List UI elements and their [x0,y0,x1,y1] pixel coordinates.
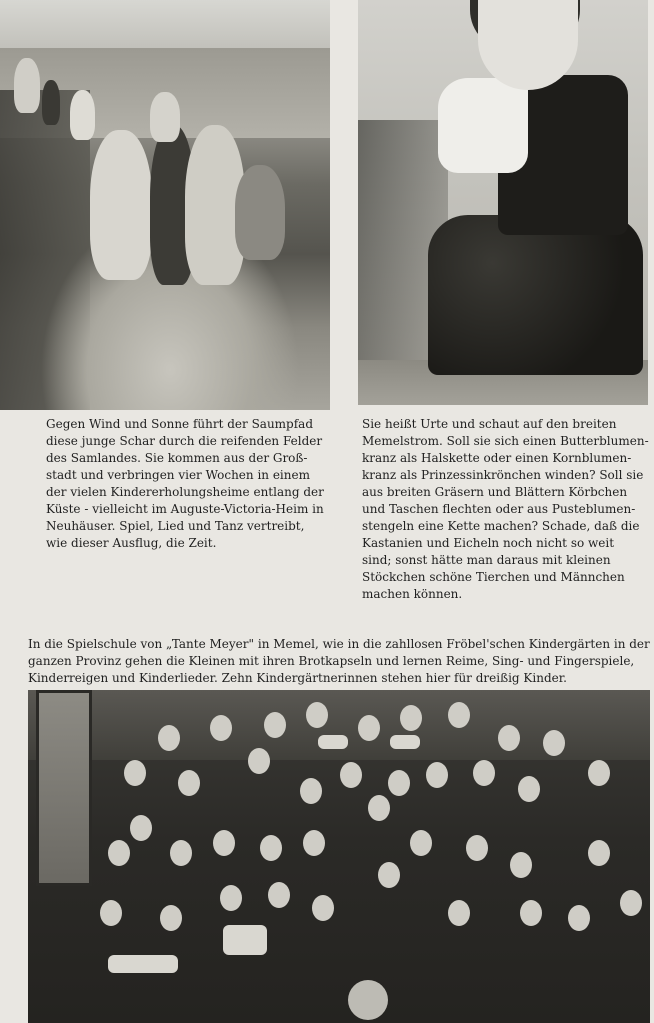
photo-blouse [438,78,528,173]
photo-person [510,852,532,878]
photo-person [300,778,322,804]
photo-person [588,760,610,786]
photo-person [588,840,610,866]
photo-person [306,702,328,728]
photo-person [178,770,200,796]
caption-line: kranz als Prinzessinkrönchen winden? Soll sie [362,468,644,482]
photo-person [130,815,152,841]
photo-person [340,762,362,788]
photo-person [388,770,410,796]
photo-person [410,830,432,856]
caption-line: ganzen Provinz gehen die Kleinen mit ihren Brotkapseln und lernen Reime, Sing- und Fingerspiele, [28,654,635,668]
photo-sky [0,0,330,48]
photo-person [108,840,130,866]
caption-line: stengeln eine Kette machen? Schade, daß die [362,519,640,533]
caption-line: kranz als Halskette oder einen Kornblumen- [362,451,632,465]
photo-person [124,760,146,786]
photo-child [90,130,152,280]
photo-person [312,895,334,921]
caption-right [362,416,654,603]
photo-person [448,900,470,926]
photo-person [170,840,192,866]
photo-person [466,835,488,861]
photo-child [235,165,285,260]
caption-line: Kastanien und Eicheln noch nicht so weit [362,536,615,550]
photo-skirt [428,215,643,375]
caption-line: sind; sonst hätte man daraus mit kleinen [362,553,611,567]
photo-person [473,760,495,786]
photo-person [210,715,232,741]
photo-person [378,862,400,888]
photo-person [568,905,590,931]
photo-person [518,776,540,802]
photo-collar [223,925,267,955]
caption-line: des Samlandes. Sie kommen aus der Groß- [46,451,308,465]
photo-person [426,762,448,788]
photo-children-on-field-path [0,0,330,410]
photo-person [303,830,325,856]
caption-line: Stöckchen schöne Tierchen und Männchen [362,570,625,584]
photo-child [42,80,60,125]
photo-person [158,725,180,751]
photo-girl-urte [358,0,648,405]
caption-line: Kinderreigen und Kinderlieder. Zehn Kindergärtnerinnen stehen hier für dreißig Kinder. [28,671,567,685]
photo-child [150,92,180,142]
photo-person [400,705,422,731]
caption-line: In die Spielschule von „Tante Meyer" in Memel, wie in die zahllosen Fröbel'schen Kindergärten in der [28,637,650,651]
photo-person [543,730,565,756]
photo-person [358,715,380,741]
photo-collar [108,955,178,973]
photo-person [160,905,182,931]
caption-line: Küste - vielleicht im Auguste-Victoria-Heim in [46,502,324,516]
photo-child [70,90,95,140]
photo-collar [318,735,348,749]
caption-line: Neuhäuser. Spiel, Lied und Tanz vertreibt, [46,519,305,533]
caption-line: Gegen Wind und Sonne führt der Saumpfad [46,417,314,431]
photo-person [100,900,122,926]
caption-left [46,416,336,552]
photo-window [36,690,92,886]
caption-line: und Taschen flechten oder aus Pusteblumen- [362,502,636,516]
caption-line: aus breiten Gräsern und Blättern Körbchen [362,485,628,499]
photo-person [448,702,470,728]
photo-person [498,725,520,751]
caption-line: Sie heißt Urte und schaut auf den breiten [362,417,617,431]
caption-line: diese junge Schar durch die reifenden Felder [46,434,323,448]
photo-child [14,58,40,113]
photo-collar [390,735,420,749]
photo-person [368,795,390,821]
caption-line: machen können. [362,587,463,601]
photo-person [248,748,270,774]
photo-person [620,890,642,916]
photo-kindergarten-group [28,690,650,1023]
photo-drum [348,980,388,1020]
caption-kindergarten [28,636,654,687]
photo-person [264,712,286,738]
caption-line: wie dieser Ausflug, die Zeit. [46,536,217,550]
photo-person [213,830,235,856]
photo-person [268,882,290,908]
photo-person [520,900,542,926]
photo-person [220,885,242,911]
caption-line: der vielen Kindererholungsheime entlang der [46,485,324,499]
caption-line: Memelstrom. Soll sie sich einen Butterblumen- [362,434,649,448]
photo-person [260,835,282,861]
caption-line: stadt und verbringen vier Wochen in einem [46,468,310,482]
